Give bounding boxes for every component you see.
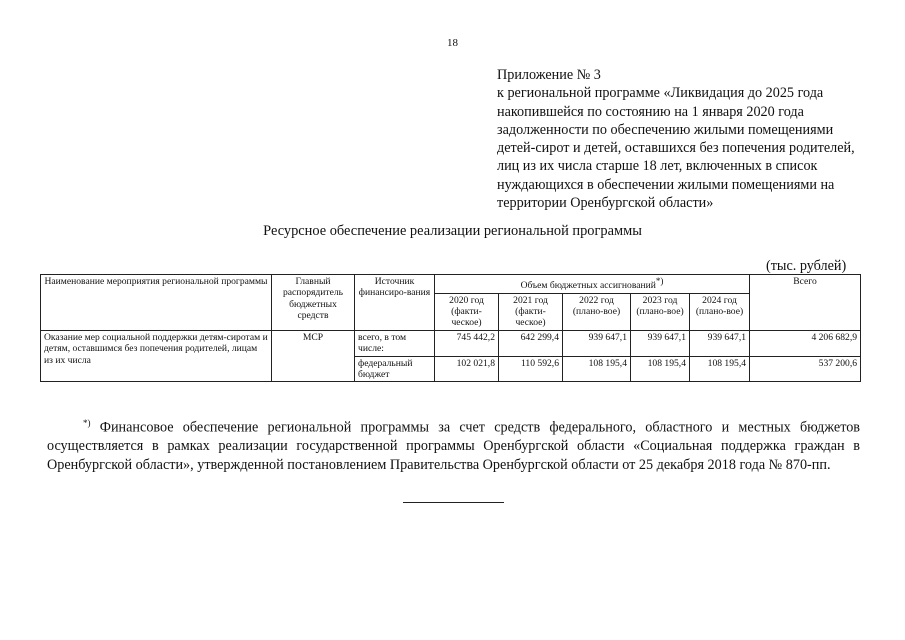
cell-source: федеральный бюджет [355, 356, 435, 382]
cell-manager: МСР [272, 330, 355, 382]
appendix-line: территории Оренбургской области» [497, 195, 714, 212]
cell-value: 108 195,4 [690, 356, 750, 382]
budget-table [40, 274, 861, 382]
footnote-paragraph [47, 414, 860, 474]
header-volume-mark: *) [655, 276, 664, 286]
cell-total: 537 200,6 [750, 356, 861, 382]
appendix-heading [497, 66, 892, 212]
header-measure: Наименование мероприятия региональной программы [41, 275, 272, 331]
cell-value: 108 195,4 [563, 356, 631, 382]
cell-value: 108 195,4 [631, 356, 690, 382]
section-title: Ресурсное обеспечение реализации региональной программы [263, 223, 642, 239]
footnote [47, 414, 860, 474]
table-header-row [41, 275, 861, 294]
footnote-text: Финансовое обеспечение региональной программы за счет средств федерального, областного и местных бюджетов осуществляется в рамках реализации государственной программы Оренбургской области «Социальная поддержка граждан в Оренбургской области», утвержденной постановлением Правительства Оренбургской области от 25 декабря 2018 года № 870-пп. [47, 419, 860, 473]
cell-value: 939 647,1 [690, 330, 750, 356]
cell-value: 110 592,6 [499, 356, 563, 382]
cell-value: 939 647,1 [631, 330, 690, 356]
header-year: 2023 год (плано-вое) [631, 293, 690, 330]
footnote-mark: *) [83, 418, 91, 428]
appendix-line: лиц из их числа старше 18 лет, включенных в список [497, 158, 818, 175]
appendix-line: накопившейся по состоянию на 1 января 2020 года [497, 103, 804, 120]
header-volume [435, 275, 750, 294]
header-year: 2021 год (факти-ческое) [499, 293, 563, 330]
appendix-line: Приложение № 3 [497, 67, 601, 83]
appendix-line: задолженности по обеспечению жилыми помещениями [497, 121, 834, 138]
appendix-line: к региональной программе «Ликвидация до 2025 года [497, 85, 824, 102]
header-year: 2024 год (плано-вое) [690, 293, 750, 330]
header-year: 2020 год (факти-ческое) [435, 293, 499, 330]
header-volume-text: Объем бюджетных ассигнований [520, 280, 656, 292]
header-total: Всего [750, 275, 861, 331]
cell-source: всего, в том числе: [355, 330, 435, 356]
cell-value: 939 647,1 [563, 330, 631, 356]
closing-rule [403, 502, 504, 503]
header-source: Источник финансиро-вания [355, 275, 435, 331]
page-number: 18 [447, 37, 458, 49]
header-manager: Главный распорядитель бюджетных средств [272, 275, 355, 331]
cell-value: 102 021,8 [435, 356, 499, 382]
appendix-line: детей-сирот и детей, оставшихся без попечения родителей, [497, 140, 855, 157]
table-row [41, 330, 861, 356]
units-label: (тыс. рублей) [766, 258, 847, 274]
cell-value: 642 299,4 [499, 330, 563, 356]
cell-value: 745 442,2 [435, 330, 499, 356]
cell-measure: Оказание мер социальной поддержки детям-сиротам и детям, оставшимся без попечения родителей, лицам из их числа [41, 330, 272, 382]
appendix-line: нуждающихся в обеспечении жилыми помещениями на [497, 176, 835, 193]
cell-total: 4 206 682,9 [750, 330, 861, 356]
header-year: 2022 год (плано-вое) [563, 293, 631, 330]
